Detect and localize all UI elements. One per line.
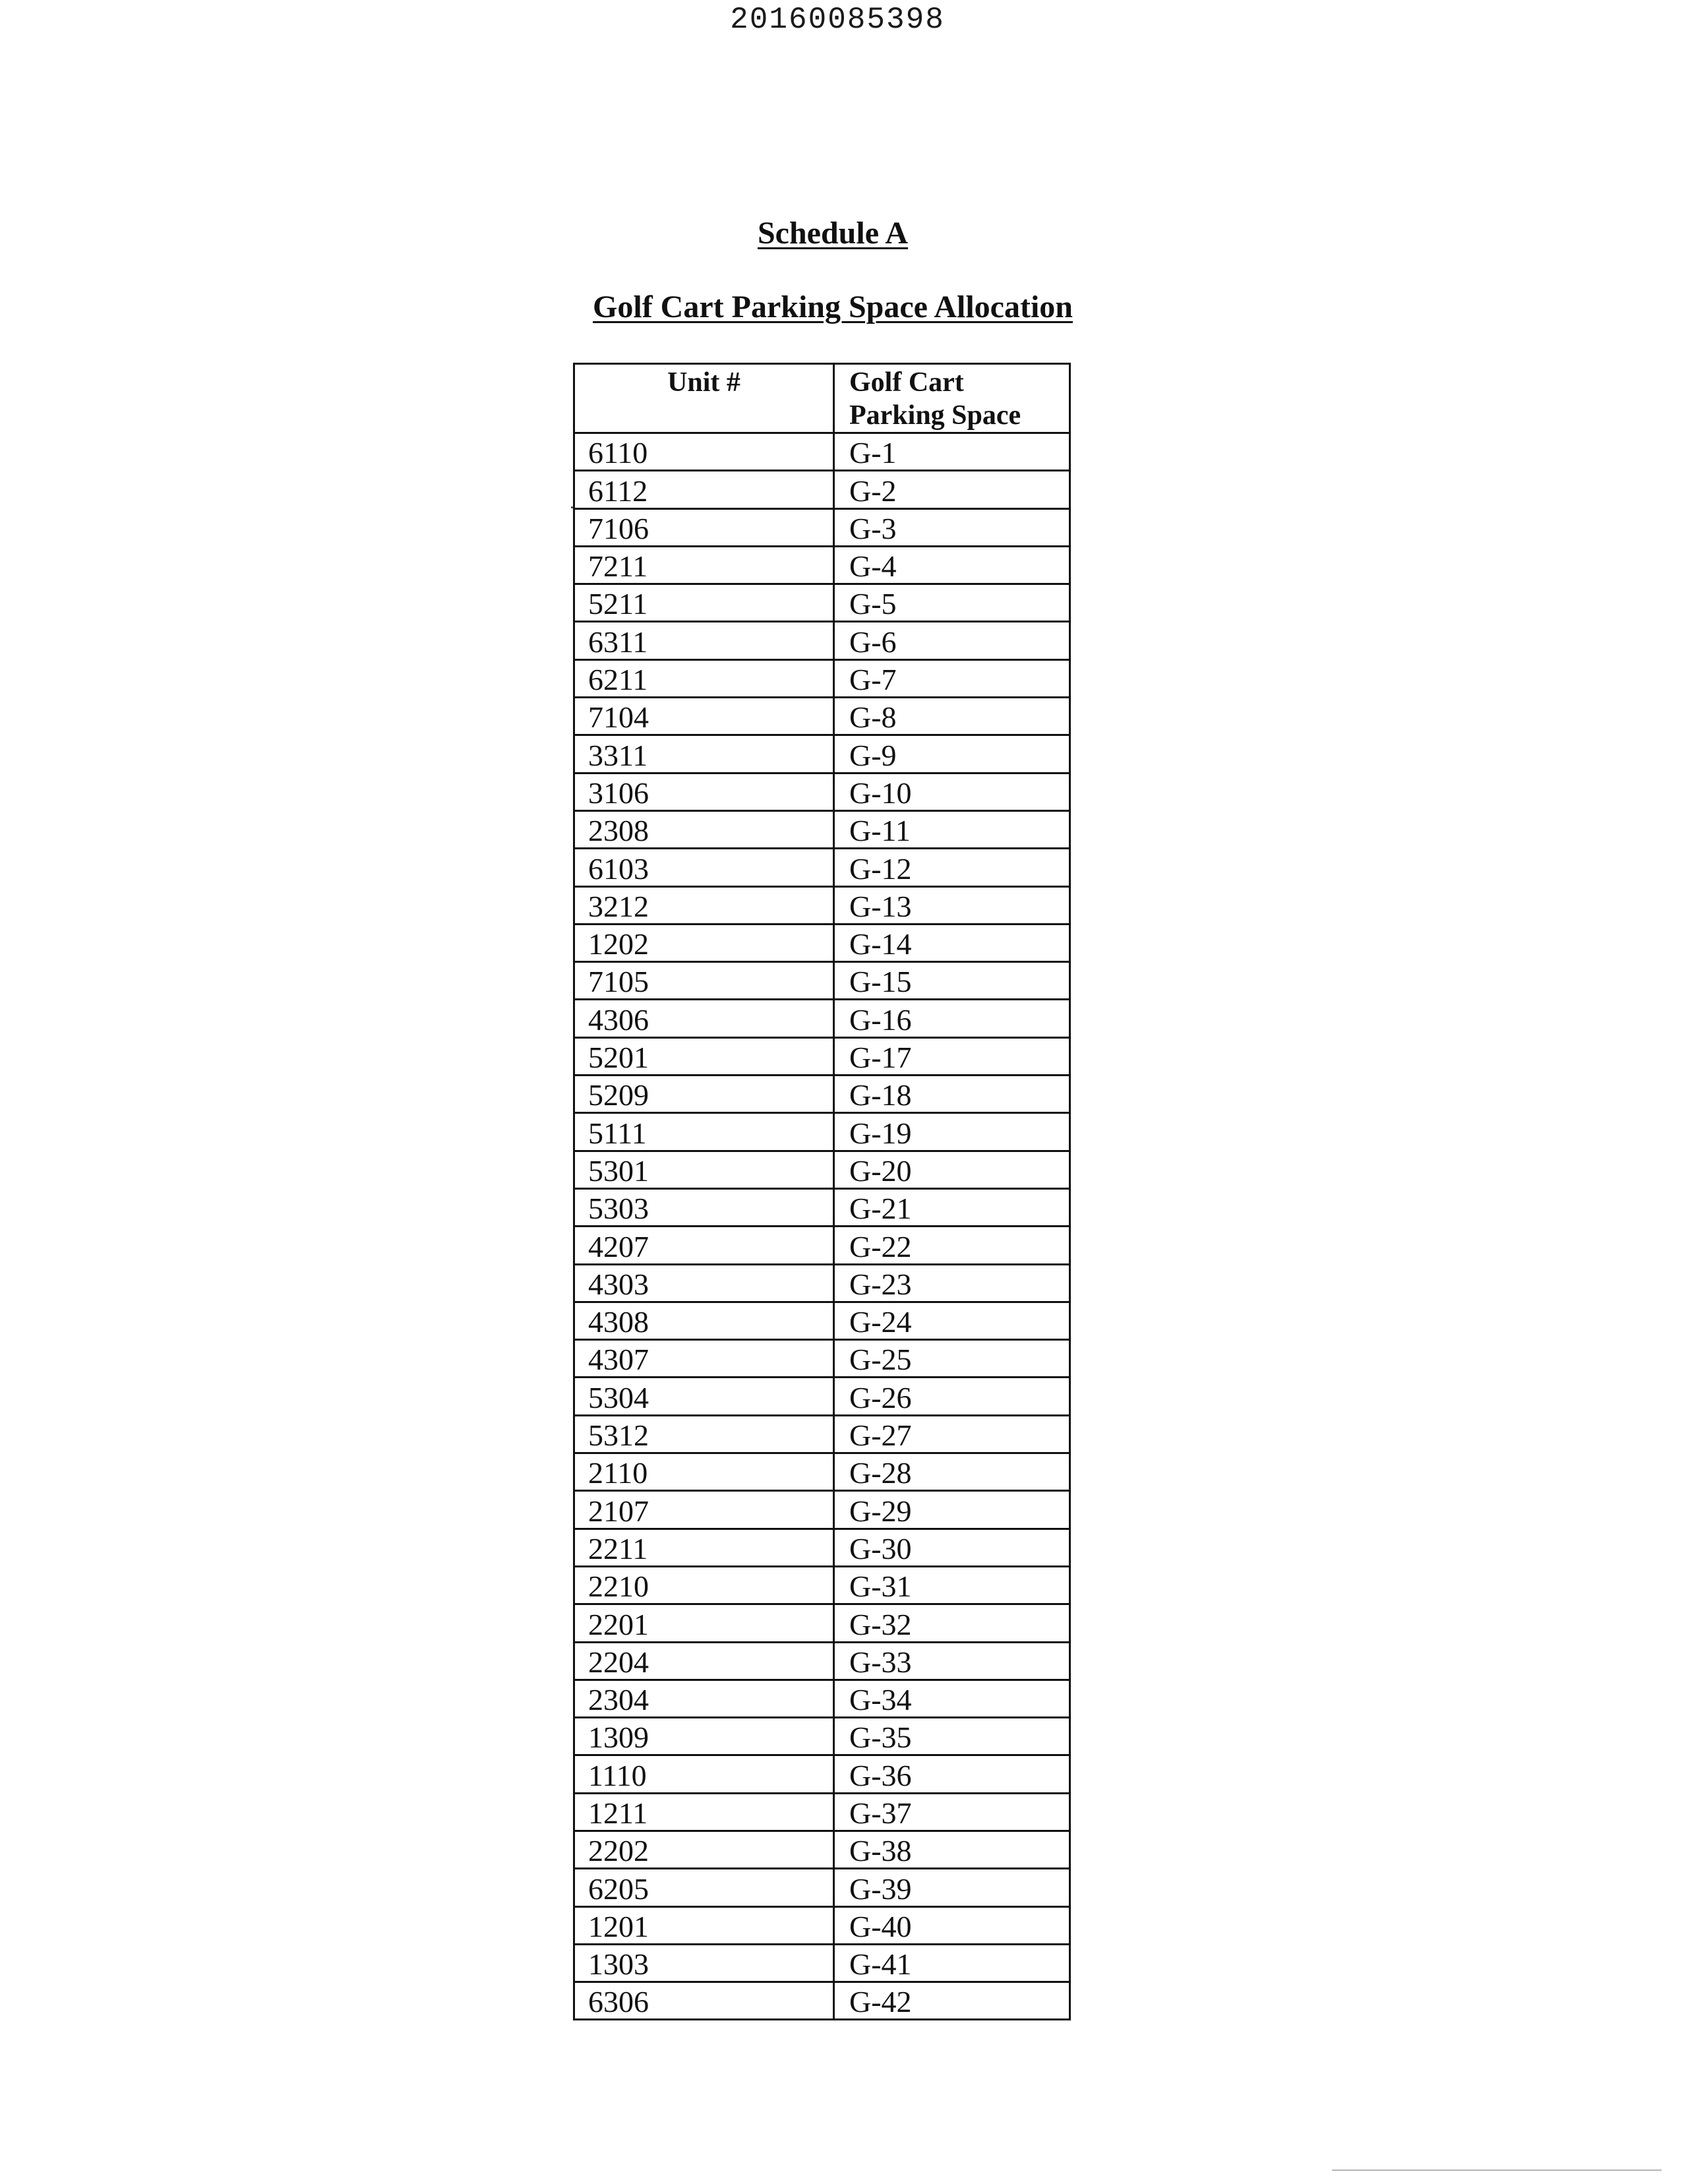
unit-number-cell: 1211 [574,1793,834,1831]
unit-number-cell: 2211 [574,1529,834,1566]
table-row [574,773,1070,810]
unit-number-cell: 4306 [574,1000,834,1037]
unit-number-cell: 2202 [574,1831,834,1868]
table-row [574,1793,1070,1831]
unit-number-cell: 1303 [574,1944,834,1982]
parking-space-cell: G-36 [834,1755,1070,1793]
table-row [574,508,1070,546]
table-row [574,1000,1070,1037]
parking-space-cell: G-25 [834,1340,1070,1378]
schedule-title: Schedule A [757,216,909,251]
unit-number-cell: 7105 [574,962,834,1000]
unit-number-cell: 6103 [574,849,834,886]
parking-space-cell: G-13 [834,886,1070,924]
unit-number-cell: 5312 [574,1415,834,1453]
table-row [574,1302,1070,1339]
table-row [574,924,1070,961]
table-row [574,1076,1070,1113]
allocation-table-container [573,363,1069,2020]
table-row [574,849,1070,886]
parking-space-cell: G-12 [834,849,1070,886]
parking-space-cell: G-29 [834,1491,1070,1529]
space-header-line1: Golf Cart [849,367,964,398]
table-row [574,1944,1070,1982]
parking-space-cell: G-3 [834,508,1070,546]
table-row [574,1415,1070,1453]
table-row [574,886,1070,924]
allocation-table [573,363,1071,2020]
table-row [574,1378,1070,1415]
parking-space-cell: G-1 [834,433,1070,471]
parking-space-cell: G-10 [834,773,1070,810]
parking-space-cell: G-16 [834,1000,1070,1037]
table-row [574,1566,1070,1604]
table-row [574,1264,1070,1302]
parking-space-cell: G-6 [834,622,1070,659]
unit-number-cell: 3311 [574,735,834,773]
unit-number-cell: 5209 [574,1076,834,1113]
unit-number-cell: 5303 [574,1188,834,1226]
unit-number-cell: 6112 [574,471,834,508]
parking-space-cell: G-42 [834,1982,1070,2020]
parking-space-cell: G-15 [834,962,1070,1000]
table-header-row [574,364,1070,433]
parking-space-cell: G-34 [834,1680,1070,1717]
parking-space-cell: G-8 [834,698,1070,735]
table-row [574,622,1070,659]
footer-rule [1332,2169,1662,2171]
space-column-header [834,364,1070,433]
table-row [574,1529,1070,1566]
table-row [574,1869,1070,1906]
parking-space-cell: G-40 [834,1906,1070,1944]
table-row [574,735,1070,773]
parking-space-cell: G-31 [834,1566,1070,1604]
parking-space-cell: G-30 [834,1529,1070,1566]
unit-number-cell: 5304 [574,1378,834,1415]
unit-number-cell: 3212 [574,886,834,924]
table-row [574,471,1070,508]
unit-number-cell: 2110 [574,1453,834,1491]
table-body [574,433,1070,2020]
unit-number-cell: 6110 [574,433,834,471]
unit-number-cell: 4308 [574,1302,834,1339]
table-row [574,962,1070,1000]
parking-space-cell: G-23 [834,1264,1070,1302]
table-row [574,1453,1070,1491]
table-row [574,1151,1070,1188]
table-row [574,1037,1070,1075]
table-row [574,1718,1070,1755]
unit-column-header [574,364,834,433]
parking-space-cell: G-2 [834,471,1070,508]
unit-number-cell: 5301 [574,1151,834,1188]
unit-number-cell: 2210 [574,1566,834,1604]
unit-number-cell: 7211 [574,546,834,584]
parking-space-cell: G-5 [834,584,1070,622]
table-row [574,584,1070,622]
unit-number-cell: 2304 [574,1680,834,1717]
unit-header-label: Unit # [667,367,740,398]
table-row [574,1604,1070,1642]
table-row [574,1680,1070,1717]
unit-number-cell: 5111 [574,1113,834,1151]
table-row [574,1982,1070,2020]
unit-number-cell: 7106 [574,508,834,546]
unit-number-cell: 2204 [574,1642,834,1680]
parking-space-cell: G-32 [834,1604,1070,1642]
parking-space-cell: G-38 [834,1831,1070,1868]
unit-number-cell: 6311 [574,622,834,659]
parking-space-cell: G-14 [834,924,1070,961]
parking-space-cell: G-35 [834,1718,1070,1755]
table-row [574,546,1070,584]
parking-space-cell: G-4 [834,546,1070,584]
parking-space-cell: G-20 [834,1151,1070,1188]
table-row [574,1831,1070,1868]
unit-number-cell: 4207 [574,1227,834,1264]
parking-space-cell: G-9 [834,735,1070,773]
table-row [574,1906,1070,1944]
unit-number-cell: 1309 [574,1718,834,1755]
unit-number-cell: 5201 [574,1037,834,1075]
table-row [574,1340,1070,1378]
table-row [574,1113,1070,1151]
table-row [574,698,1070,735]
parking-space-cell: G-41 [834,1944,1070,1982]
parking-space-cell: G-26 [834,1378,1070,1415]
table-row [574,1227,1070,1264]
parking-space-cell: G-33 [834,1642,1070,1680]
table-row [574,659,1070,697]
table-row [574,1188,1070,1226]
allocation-title: Golf Cart Parking Space Allocation [593,289,1073,324]
unit-number-cell: 4303 [574,1264,834,1302]
unit-number-cell: 7104 [574,698,834,735]
parking-space-cell: G-22 [834,1227,1070,1264]
unit-number-cell: 1201 [574,1906,834,1944]
parking-space-cell: G-37 [834,1793,1070,1831]
table-row [574,433,1070,471]
parking-space-cell: G-28 [834,1453,1070,1491]
parking-space-cell: G-18 [834,1076,1070,1113]
parking-space-cell: G-39 [834,1869,1070,1906]
parking-space-cell: G-19 [834,1113,1070,1151]
table-row [574,1491,1070,1529]
unit-number-cell: 2201 [574,1604,834,1642]
parking-space-cell: G-24 [834,1302,1070,1339]
unit-number-cell: 6211 [574,659,834,697]
parking-space-cell: G-7 [834,659,1070,697]
space-header-line2: Parking Space [849,400,1021,431]
unit-number-cell: 3106 [574,773,834,810]
unit-number-cell: 1110 [574,1755,834,1793]
unit-number-cell: 1202 [574,924,834,961]
parking-space-cell: G-11 [834,810,1070,848]
unit-number-cell: 2107 [574,1491,834,1529]
table-row [574,1642,1070,1680]
unit-number-cell: 6306 [574,1982,834,2020]
parking-space-cell: G-27 [834,1415,1070,1453]
table-row [574,1755,1070,1793]
parking-space-cell: G-17 [834,1037,1070,1075]
document-number: 20160085398 [730,3,945,37]
unit-number-cell: 5211 [574,584,834,622]
unit-number-cell: 2308 [574,810,834,848]
parking-space-cell: G-21 [834,1188,1070,1226]
unit-number-cell: 4307 [574,1340,834,1378]
unit-number-cell: 6205 [574,1869,834,1906]
table-row [574,810,1070,848]
